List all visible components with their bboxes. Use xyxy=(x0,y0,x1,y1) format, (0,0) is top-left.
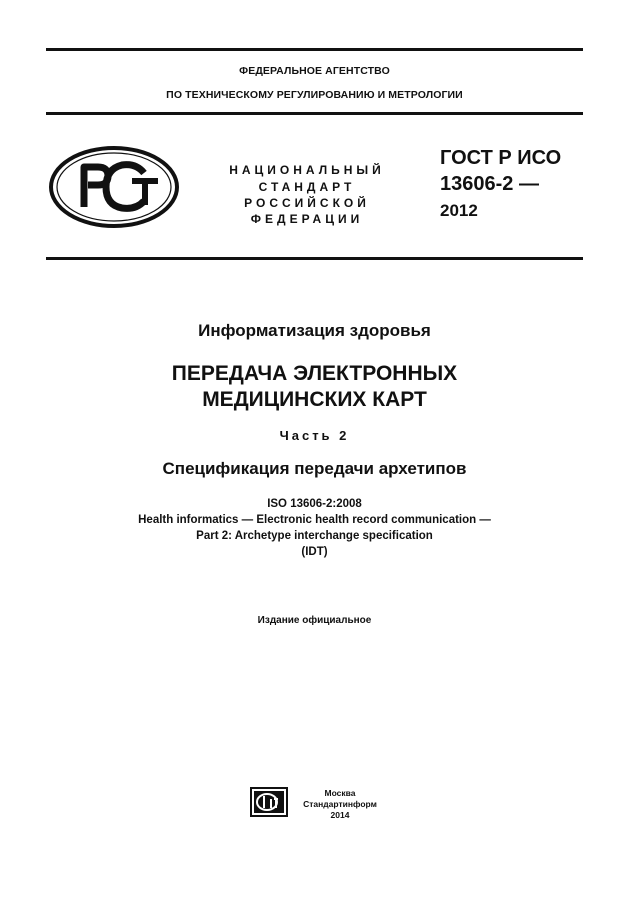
topic-title: Информатизация здоровья xyxy=(198,321,431,340)
national-line-3: РОССИЙСКОЙ xyxy=(244,196,370,210)
edition-label: Издание официальное xyxy=(257,615,372,626)
agency-line-1: ФЕДЕРАЛЬНОЕ АГЕНТСТВО xyxy=(239,65,390,77)
imprint-publisher: Стандартинформ xyxy=(303,799,377,809)
header-rule xyxy=(46,112,583,115)
agency-line-2: ПО ТЕХНИЧЕСКОМУ РЕГУЛИРОВАНИЮ И МЕТРОЛОГИИ xyxy=(166,89,463,101)
national-line-4: ФЕДЕРАЦИИ xyxy=(250,212,364,226)
subtitle: Спецификация передачи архетипов xyxy=(162,459,467,478)
rst-mark-icon xyxy=(48,145,180,229)
designation-line-3: 2012 xyxy=(440,201,478,220)
top-rule xyxy=(46,48,583,51)
iso-title-line-2: Part 2: Archetype interchange specification xyxy=(196,530,433,542)
imprint-city: Москва xyxy=(324,788,356,798)
imprint-year: 2014 xyxy=(330,810,350,820)
publisher-logo-icon xyxy=(250,787,288,817)
national-line-2: СТАНДАРТ xyxy=(258,180,356,194)
iso-title-line-1: Health informatics — Electronic health record communication — xyxy=(138,514,491,526)
designation-line-1: ГОСТ Р ИСО xyxy=(440,147,562,169)
iso-code: ISO 13606-2:2008 xyxy=(267,498,362,510)
iso-idt: (IDT) xyxy=(301,546,328,558)
main-title-line-1: ПЕРЕДАЧА ЭЛЕКТРОННЫХ xyxy=(171,362,458,385)
national-line-1: НАЦИОНАЛЬНЫЙ xyxy=(229,163,385,177)
main-title-line-2: МЕДИЦИНСКИХ КАРТ xyxy=(202,388,427,411)
designation-line-2: 13606-2 — xyxy=(440,173,539,195)
part-label: Часть 2 xyxy=(279,428,350,443)
designation-rule xyxy=(46,257,583,260)
